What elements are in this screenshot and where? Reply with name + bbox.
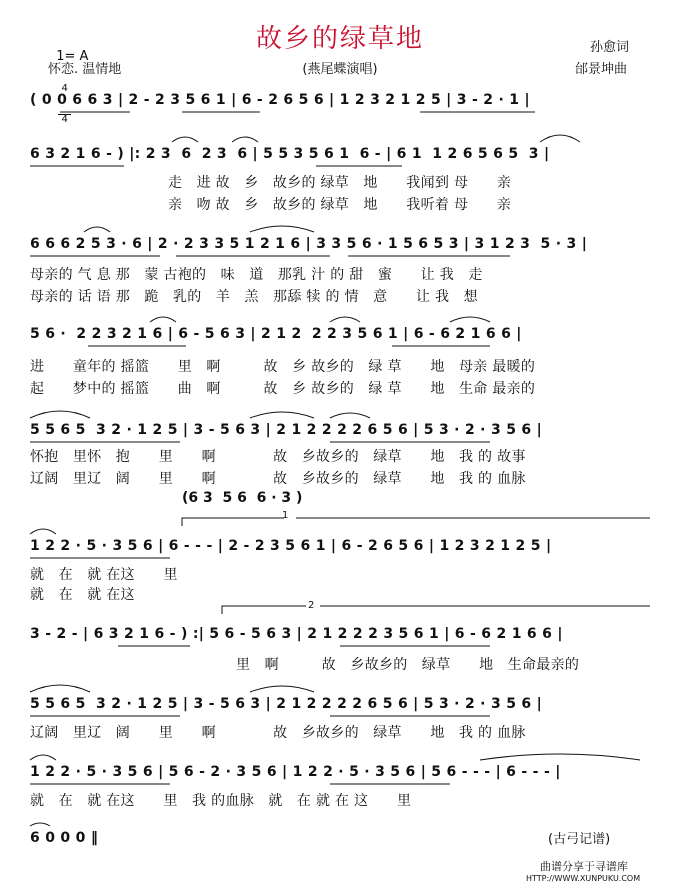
lyric-line-1: 走 进 故 乡 故乡的 绿草 地 我闻到 母 亲 [168,175,512,191]
notation-row: ( 0 0 6 6 3 | 2 - 2 3 5 6 1 | 6 - 2 6 5 6 | 1 2 3 2 1 2 5 | 3 - 2 · 1 | [30,92,530,108]
page-subtitle: (燕尾蝶演唱) [302,62,378,77]
lyric-line-1: 就 在 就 在这 里 [30,567,178,583]
notation-row: 5 5 6 5 3 2 · 1 2 5 | 3 - 5 6 3 | 2 1 2 2 2 2 6 5 6 | 5 3 · 2 · 3 5 6 | [30,422,543,438]
lyric-line-1: 里 啊 故 乡故乡的 绿草 地 生命最亲的 [236,657,580,673]
notation-row: 6 6 6 2 5 3 · 6 | 2 · 2 3 3 5 1 2 1 6 | 3 3 5 6 · 1 5 6 5 3 | 3 1 2 3 5 · 3 | [30,236,588,252]
slur [30,529,56,534]
slur [172,137,198,142]
slur [30,685,90,692]
composer: 邰景坤曲 [575,62,628,77]
notation-row: 5 5 6 5 3 2 · 1 2 5 | 3 - 5 6 3 | 2 1 2 2 2 2 6 5 6 | 5 3 · 2 · 3 5 6 | [30,696,543,712]
lyric-line-2: 就 在 就 在这 [30,587,135,603]
volta-2-label: 2 [308,600,315,611]
slur [250,226,314,232]
lyric-line-2: 辽阔 里辽 阔 里 啊 故 乡故乡的 绿草 地 我 的 血脉 [30,471,526,487]
lyric-line-1: 怀抱 里怀 抱 里 啊 故 乡故乡的 绿草 地 我 的 故事 [30,449,526,465]
slur [330,413,370,418]
time-bottom: 4 [58,114,71,125]
slur [232,137,258,142]
notation-row: 5 6 · 2 2 3 2 1 6 | 6 - 5 6 3 | 2 1 2 2 2 3 5 6 1 | 6 - 6 2 1 6 6 | [30,326,522,342]
alternate-notes: (6 3 5 6 6 · 3 ) [182,490,303,506]
slur [84,227,110,232]
lyric-line-2: 起 梦中的 摇篮 曲 啊 故 乡 故乡的 绿 草 地 生命 最亲的 [30,381,536,397]
page-title: 故乡的绿草地 [255,24,424,54]
volta-2-bracket [222,606,306,614]
slur [30,411,90,418]
lyric-line-1: 进 童年的 摇篮 里 啊 故 乡 故乡的 绿 草 地 母亲 最暖的 [30,359,536,375]
slur [30,755,56,760]
site-name: 曲谱分享于寻谱库 [540,860,628,873]
key-label: 1= A [56,49,89,64]
style-marking: 怀恋. 温情地 [48,62,122,77]
tie [30,823,50,826]
lyric-line-2: 亲 吻 故 乡 故乡的 绿草 地 我听着 母 亲 [168,197,512,213]
notation-row: 6 3 2 1 6 - ) |: 2 3 6 2 3 6 | 5 5 3 5 6 1 6 - | 6 1 1 2 6 5 6 5 3 | [30,146,550,162]
transcriber-credit: (古弓记谱) [548,832,611,847]
slur [330,317,360,322]
notation-row: 6 0 0 0 ‖ [30,830,99,846]
slur [540,135,580,142]
slur [250,686,314,692]
volta-1-bracket [182,518,284,526]
notation-row: 3 - 2 - | 6 3 2 1 6 - ) :| 5 6 - 5 6 3 | 2 1 2 2 2 3 5 6 1 | 6 - 6 2 1 6 6 | [30,626,563,642]
lyricist: 孙愈词 [590,40,630,55]
slur [450,317,490,322]
volta-1-label: 1 [282,510,289,521]
lyric-line-1: 辽阔 里辽 阔 里 啊 故 乡故乡的 绿草 地 我 的 血脉 [30,725,526,741]
lyric-line-1: 就 在 就 在这 里 我 的血脉 就 在 就 在 这 里 [30,793,412,809]
slur [480,754,640,760]
slur [150,317,176,322]
lyric-line-2: 母亲的 话 语 那 跪 乳的 羊 羔 那舔 犊 的 情 意 让 我 想 [30,289,478,305]
notation-row: 1 2 2 · 5 · 3 5 6 | 5 6 - 2 · 3 5 6 | 1 2 2 · 5 · 3 5 6 | 5 6 - - - | 6 - - - | [30,764,561,780]
notation-row: 1 2 2 · 5 · 3 5 6 | 6 - - - | 2 - 2 3 5 6 1 | 6 - 2 6 5 6 | 1 2 3 2 1 2 5 | [30,538,552,554]
slur [250,412,314,418]
lyric-line-1: 母亲的 气 息 那 蒙 古袍的 味 道 那乳 汁 的 甜 蜜 让 我 走 [30,267,483,283]
time-top: 4 [61,83,68,94]
site-url: HTTP://WWW.XUNPUKU.COM [526,874,641,883]
